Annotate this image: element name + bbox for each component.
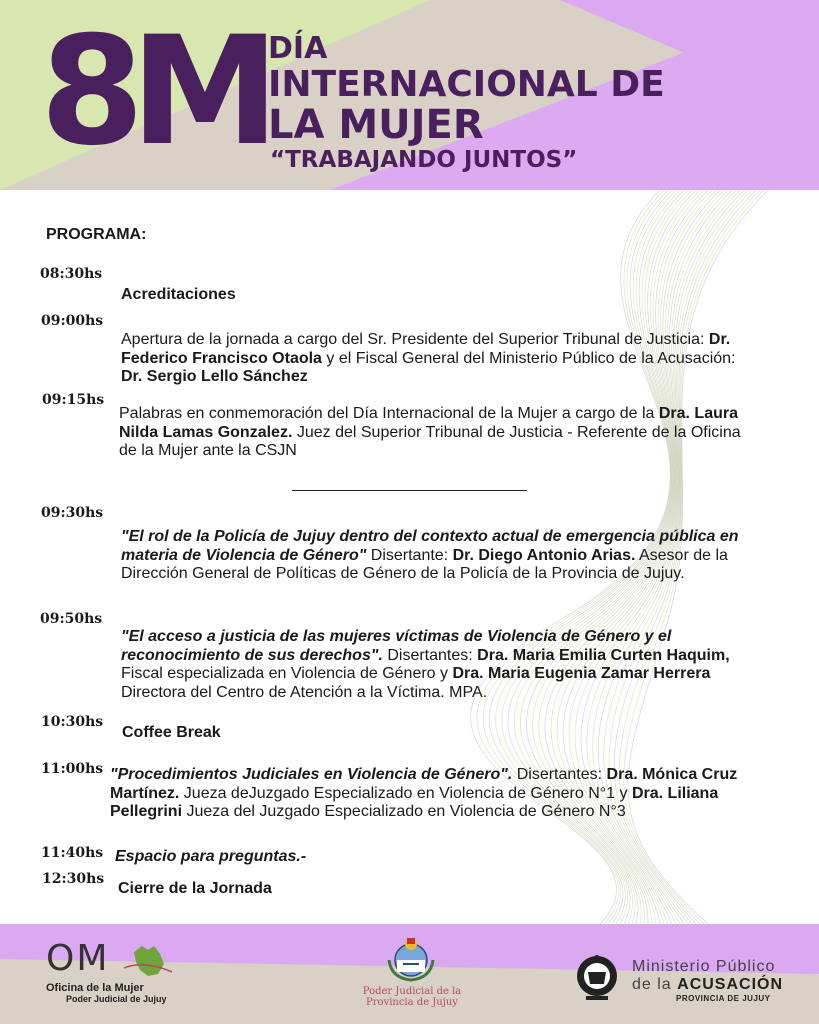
pj-line-2: Provincia de Jujuy: [366, 997, 458, 1008]
speaker-arias: Dr. Diego Antonio Arias.: [452, 546, 636, 564]
item-procedures: [110, 766, 775, 822]
mpa-province: PROVINCIA DE JUJUY: [676, 994, 771, 1003]
item-accreditation: Acreditaciones: [121, 286, 236, 303]
time-0830: 08:30hs: [40, 266, 103, 282]
om-mark: [46, 938, 167, 978]
commem-text-1: Palabras en conmemoración del Día Internacional de la Mujer a cargo de la: [119, 405, 659, 422]
opening-text-1: Apertura de la jornada a cargo del Sr. Presidente del Superior Tribunal de Justicia:: [121, 331, 709, 348]
time-1230: 12:30hs: [42, 871, 105, 887]
pj-line-1: Poder Judicial de la: [362, 986, 462, 997]
title-line-2: INTERNACIONAL DE: [268, 64, 665, 105]
mpa-label: [632, 958, 783, 1003]
time-1140: 11:40hs: [41, 845, 104, 861]
om-logo: [46, 938, 167, 1004]
procedures-text-1: Disertantes:: [512, 766, 607, 783]
procedures-title: "Procedimientos Judiciales en Violencia de Género".: [110, 766, 513, 783]
item-closing: Cierre de la Jornada: [118, 880, 272, 897]
poder-judicial-label: [352, 986, 472, 1008]
procedures-text-3: Jueza del Juzgado Especializado en Violencia de Género N°3: [182, 803, 626, 820]
police-talk-text-2: Asesor de la Dirección General de Políticas de Género de la Policía de la Provincia de Jujuy.: [121, 546, 728, 582]
time-0950: 09:50hs: [40, 611, 103, 627]
jujuy-coat-of-arms-icon: [383, 930, 439, 982]
police-talk-text-1: Disertante:: [366, 546, 453, 564]
program-heading: PROGRAMA:: [46, 226, 147, 243]
om-name: Oficina de la Mujer: [46, 982, 144, 994]
speaker-pellegrini: Dra. Liliana Pellegrini: [110, 784, 719, 820]
access-text-2: Fiscal especializada en Violencia de Género y: [121, 665, 453, 682]
mpa-line-2a: de la: [632, 976, 678, 993]
mpa-line-2: [632, 976, 783, 994]
item-commemoration: [119, 405, 759, 461]
om-letters: OM: [46, 938, 110, 979]
item-police-talk: [121, 528, 786, 584]
time-0930: 09:30hs: [41, 505, 104, 521]
commem-text-2: Juez del Superior Tribunal de Justicia - Referente de la Oficina de la Mujer ante la CSJN: [119, 423, 741, 459]
speaker-zamar: Dra. Maria Eugenia Zamar Herrera: [452, 665, 711, 682]
opening-text-2: y el Fiscal General del Ministerio Público de la Acusación:: [321, 349, 736, 367]
procedures-text-2: Jueza deJuzgado Especializado en Violencia de Género N°1 y: [179, 784, 632, 802]
om-org: Poder Judicial de Jujuy: [66, 994, 167, 1004]
title-line-3: LA MUJER: [268, 102, 484, 148]
event-subtitle: “TRABAJANDO JUNTOS”: [270, 147, 578, 173]
time-0915: 09:15hs: [42, 392, 105, 408]
title-line-1: DÍA: [268, 31, 328, 66]
access-text-1: Disertantes:: [382, 646, 478, 664]
time-0900: 09:00hs: [41, 313, 104, 329]
time-1030: 10:30hs: [41, 714, 104, 730]
police-talk-title: "El rol de la Policía de Jujuy dentro del contexto actual de emergencia pública en materia de Violencia de Género": [121, 528, 739, 564]
mpa-line-1: Ministerio Público: [632, 958, 776, 975]
item-questions: Espacio para preguntas.-: [115, 848, 307, 865]
speaker-curten: Dra. Maria Emilia Curten Haquim,: [477, 646, 730, 664]
speaker-lamas: Dra. Laura Nilda Lamas Gonzalez.: [119, 405, 738, 441]
speaker-otaola: Dr. Federico Francisco Otaola: [121, 331, 731, 367]
mpa-shield-icon: [572, 952, 622, 1002]
logo-8m-text: 8M: [40, 5, 266, 179]
access-text-3: Directora del Centro de Atención a la Víctima. MPA.: [121, 683, 488, 701]
speaker-cruz: Dra. Mónica Cruz Martínez.: [110, 766, 738, 802]
speaker-lello: Dr. Sergio Lello Sánchez: [121, 368, 308, 385]
jujuy-map-icon: [124, 940, 174, 980]
access-talk-title: "El acceso a justicia de las mujeres víctimas de Violencia de Género y el reconocimiento de sus derechos".: [121, 628, 672, 664]
item-opening: [121, 331, 761, 387]
mpa-acusacion: ACUSACIÓN: [677, 976, 784, 993]
item-access-justice: [121, 628, 771, 702]
item-coffee-break: Coffee Break: [122, 724, 221, 741]
separator-line: [292, 490, 527, 491]
time-1100: 11:00hs: [41, 761, 104, 777]
